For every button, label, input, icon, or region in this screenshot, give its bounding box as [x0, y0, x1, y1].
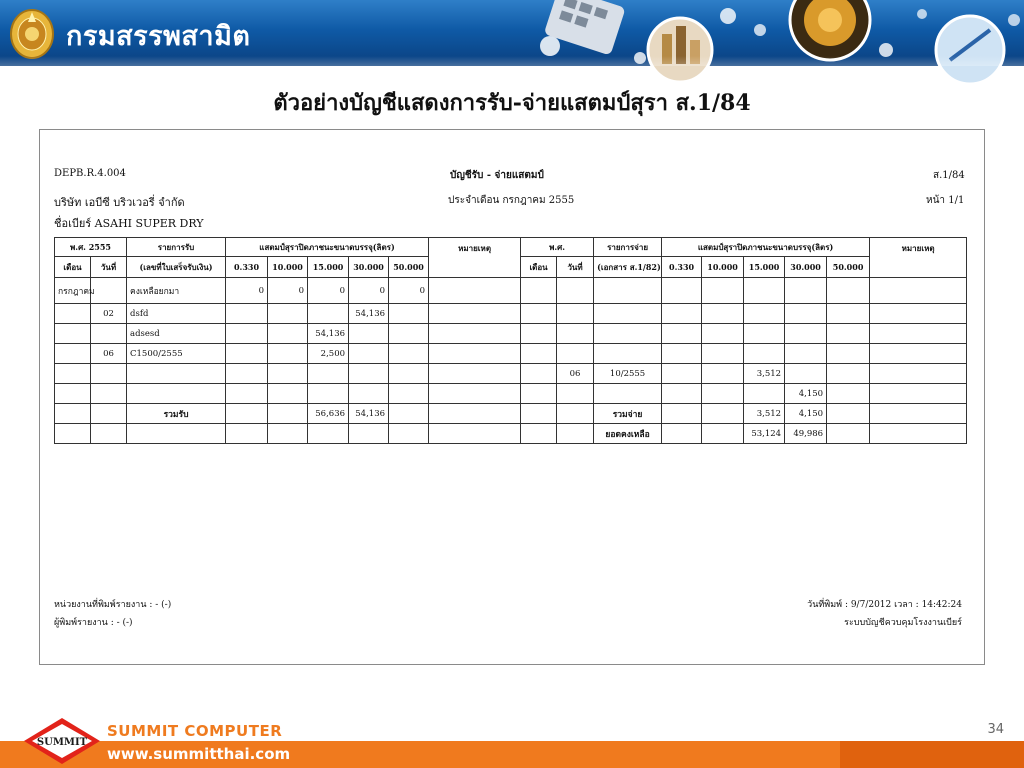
table-cell: [827, 324, 870, 344]
note-cell: [870, 324, 967, 344]
header-banner: [0, 0, 1024, 66]
stamp-ledger-table: [54, 237, 967, 444]
slide-page-number: 34: [987, 722, 1004, 737]
table-cell: [785, 324, 827, 344]
table-cell: [91, 384, 127, 404]
table-cell: [702, 364, 744, 384]
table-cell: [349, 324, 389, 344]
table-cell: [744, 324, 785, 344]
page-indicator: หน้า 1/1: [926, 195, 965, 206]
table-cell: [349, 384, 389, 404]
note-cell: [429, 364, 521, 384]
table-row: [55, 344, 967, 364]
note-cell: [870, 344, 967, 364]
table-cell: [521, 344, 557, 364]
table-cell: [55, 304, 91, 324]
table-cell: 0: [226, 278, 268, 304]
footer-website[interactable]: www.summitthai.com: [107, 745, 291, 763]
document-heading: บัญชีรับ - จ่ายแสตมป์: [450, 170, 544, 181]
table-cell: [702, 344, 744, 364]
table-cell: [785, 344, 827, 364]
table-cell: [662, 324, 702, 344]
table-cell: [127, 384, 226, 404]
print-datetime: วันที่พิมพ์ : 9/7/2012 เวลา : 14:42:24: [807, 600, 962, 610]
note-cell: [429, 324, 521, 344]
note-cell: [429, 304, 521, 324]
table-cell: [702, 304, 744, 324]
table-row: [55, 278, 967, 304]
note-cell: [429, 278, 521, 304]
table-subheader-row: เดือน วันที่ (เลขที่ใบเสร็จรับเงิน) 0.330 10.000 15.000 30.000 50.000 เดือน วันที่ (เอกสาร ส.1/82) 0.330 10.000 15.000 30.000 50.000: [55, 257, 967, 278]
table-cell: [91, 364, 127, 384]
table-cell: [389, 324, 429, 344]
table-cell: [521, 384, 557, 404]
table-cell: 10/2555: [594, 364, 662, 384]
table-cell: [662, 384, 702, 404]
note-cell: [870, 304, 967, 324]
table-cell: [744, 304, 785, 324]
table-cell: 0: [389, 278, 429, 304]
table-row: [55, 304, 967, 324]
note-cell: [870, 364, 967, 384]
table-cell: [744, 384, 785, 404]
table-cell: [226, 364, 268, 384]
table-cell: [55, 324, 91, 344]
table-cell: 06: [91, 344, 127, 364]
balance-row: ยอดคงเหลือ 53,124 49,986: [55, 424, 967, 444]
table-cell: [268, 304, 308, 324]
table-cell: [521, 364, 557, 384]
form-code: DEPB.R.4.004: [54, 168, 126, 179]
table-cell: [226, 384, 268, 404]
table-cell: [744, 278, 785, 304]
svg-text:SUMMIT: SUMMIT: [36, 737, 88, 748]
table-cell: [521, 324, 557, 344]
table-cell: [702, 384, 744, 404]
table-cell: [827, 344, 870, 364]
note-cell: [870, 384, 967, 404]
table-cell: [268, 384, 308, 404]
table-cell: [55, 364, 91, 384]
table-cell: [389, 364, 429, 384]
table-cell: [702, 278, 744, 304]
table-cell: [594, 344, 662, 364]
table-cell: [521, 278, 557, 304]
table-cell: [308, 364, 349, 384]
table-cell: [662, 344, 702, 364]
table-cell: [226, 344, 268, 364]
table-cell: [662, 364, 702, 384]
table-cell: [55, 384, 91, 404]
table-row: [55, 324, 967, 344]
table-cell: 02: [91, 304, 127, 324]
table-cell: dsfd: [127, 304, 226, 324]
note-cell: [870, 278, 967, 304]
table-cell: [308, 304, 349, 324]
table-cell: 54,136: [349, 304, 389, 324]
table-cell: 0: [308, 278, 349, 304]
table-cell: [702, 324, 744, 344]
table-cell: 2,500: [308, 344, 349, 364]
table-cell: [744, 344, 785, 364]
note-cell: [429, 384, 521, 404]
beer-name: ชื่อเบียร์ ASAHI SUPER DRY: [54, 217, 204, 230]
document-scan: [39, 129, 985, 665]
footer-company: SUMMIT COMPUTER: [107, 722, 283, 740]
table-cell: กรกฎาคม: [55, 278, 91, 304]
total-row: รวมรับ 56,636 54,136 รวมจ่าย 3,512 4,150: [55, 404, 967, 424]
table-cell: [557, 324, 594, 344]
table-cell: [55, 344, 91, 364]
table-cell: [827, 384, 870, 404]
table-cell: [594, 384, 662, 404]
table-cell: [662, 304, 702, 324]
table-cell: [308, 384, 349, 404]
system-name: ระบบบัญชีควบคุมโรงงานเบียร์: [844, 618, 962, 628]
table-cell: [226, 304, 268, 324]
table-cell: [827, 304, 870, 324]
table-cell: 4,150: [785, 384, 827, 404]
table-cell: [662, 278, 702, 304]
table-row: [55, 384, 967, 404]
footer-bar-accent: [840, 741, 1024, 768]
table-cell: 0: [349, 278, 389, 304]
table-cell: [127, 364, 226, 384]
table-cell: [521, 304, 557, 324]
table-cell: [557, 384, 594, 404]
table-cell: [268, 324, 308, 344]
table-cell: 0: [268, 278, 308, 304]
table-cell: [594, 304, 662, 324]
table-cell: [91, 324, 127, 344]
table-cell: [827, 364, 870, 384]
table-cell: [268, 344, 308, 364]
table-cell: คงเหลือยกมา: [127, 278, 226, 304]
slide-title: ตัวอย่างบัญชีแสดงการรับ-จ่ายแสตมป์สุรา ส.1/84: [273, 90, 751, 116]
table-cell: adsesd: [127, 324, 226, 344]
table-cell: [785, 364, 827, 384]
table-row: [55, 364, 967, 384]
table-cell: 54,136: [308, 324, 349, 344]
table-cell: C1500/2555: [127, 344, 226, 364]
company-name: บริษัท เอบีซี บริวเวอรี่ จำกัด: [54, 196, 185, 209]
table-cell: [389, 384, 429, 404]
table-cell: [91, 278, 127, 304]
summit-logo-icon: [22, 716, 102, 766]
table-cell: [349, 364, 389, 384]
table-cell: 3,512: [744, 364, 785, 384]
table-cell: [594, 278, 662, 304]
table-cell: [389, 344, 429, 364]
table-header-row: พ.ศ. 2555 รายการรับ แสตมป์สุราปิดภาชนะขนาดบรรจุ(ลิตร) หมายเหตุ พ.ศ. รายการจ่าย แสตมป์สุราปิดภาชนะขนาดบรรจุ(ลิตร) หมายเหตุ: [55, 238, 967, 257]
table-cell: [594, 324, 662, 344]
table-cell: [226, 324, 268, 344]
department-seal-icon: [8, 4, 56, 60]
table-cell: [389, 304, 429, 324]
table-cell: [557, 304, 594, 324]
report-period: ประจำเดือน กรกฎาคม 2555: [448, 195, 575, 206]
table-cell: [785, 304, 827, 324]
table-cell: 06: [557, 364, 594, 384]
table-cell: [349, 344, 389, 364]
table-cell: [785, 278, 827, 304]
table-cell: [827, 278, 870, 304]
table-cell: [557, 278, 594, 304]
note-cell: [429, 344, 521, 364]
table-cell: [557, 344, 594, 364]
print-user: ผู้พิมพ์รายงาน : - (-): [54, 618, 133, 628]
form-number: ส.1/84: [933, 170, 965, 181]
table-cell: [268, 364, 308, 384]
print-unit: หน่วยงานที่พิมพ์รายงาน : - (-): [54, 600, 172, 610]
org-name: กรมสรรพสามิต: [66, 21, 251, 52]
